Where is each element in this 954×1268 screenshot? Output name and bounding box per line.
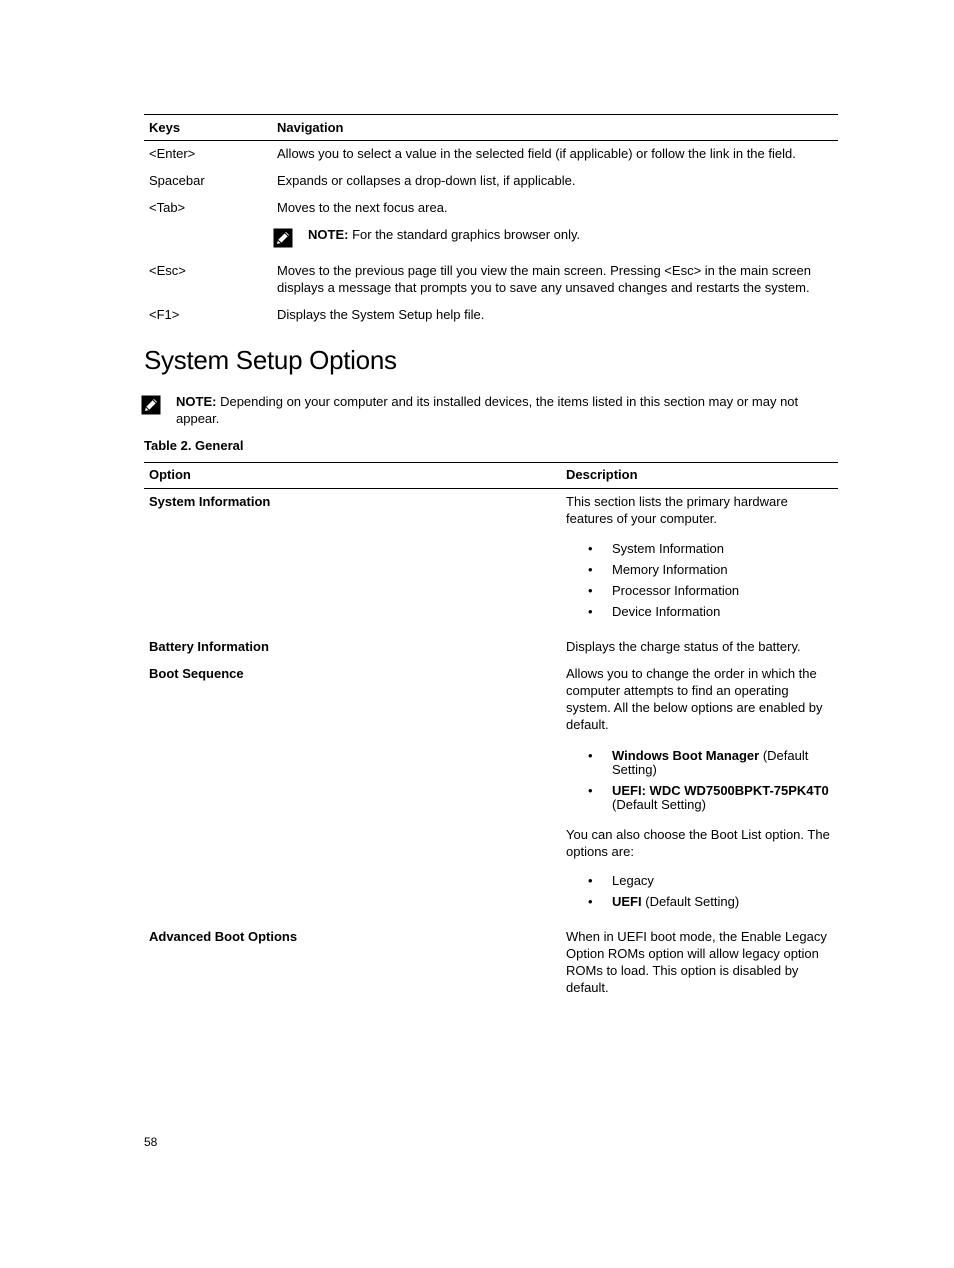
table2-header-rule [144, 488, 838, 489]
option-battery-information: Battery Information [149, 639, 269, 654]
key-spacebar: Spacebar [149, 173, 205, 188]
tab-note-label: NOTE: [308, 227, 349, 242]
key-f1: <F1> [149, 307, 180, 322]
bullet-icon: • [588, 894, 593, 909]
nav-tab: Moves to the next focus area. [277, 200, 448, 215]
tab-note [308, 226, 580, 243]
desc2-boot-sequence: You can also choose the Boot List option. The options are: [566, 827, 830, 859]
option-advanced-boot-options: Advanced Boot Options [149, 929, 298, 944]
bullet-icon: • [588, 748, 593, 763]
table2-top-rule [144, 462, 838, 463]
desc-system-information: This section lists the primary hardware features of your computer. [566, 494, 788, 526]
pencil-note-icon [141, 395, 161, 415]
option-header: Option [149, 467, 191, 482]
bullet-icon: • [588, 783, 593, 798]
keys-table-top-rule [144, 114, 838, 115]
bullet-icon: • [588, 562, 593, 577]
table2-caption: Table 2. General [144, 438, 244, 453]
tab-note-text: For the standard graphics browser only. [352, 227, 581, 242]
desc-advanced-boot-options: When in UEFI boot mode, the Enable Legacy Option ROMs option will allow legacy option ROMs to load. This option is disabled by default. [566, 929, 827, 995]
bullet-icon: • [588, 583, 593, 598]
navigation-header: Navigation [277, 120, 344, 135]
key-enter: <Enter> [149, 146, 196, 161]
bullet-icon: • [588, 541, 593, 556]
option-system-information: System Information [149, 494, 271, 509]
section-title: System Setup Options [144, 345, 397, 375]
page-number: 58 [144, 1135, 158, 1149]
nav-esc: Moves to the previous page till you view the main screen. Pressing <Esc> in the main screen displays a message that prompts you to save any unsaved changes and restarts the system. [277, 263, 811, 295]
nav-f1: Displays the System Setup help file. [277, 307, 485, 322]
bullet-icon: • [588, 604, 593, 619]
description-header: Description [566, 467, 638, 482]
desc-battery-information: Displays the charge status of the battery. [566, 639, 801, 654]
nav-enter: Allows you to select a value in the selected field (if applicable) or follow the link in the field. [277, 146, 796, 161]
key-esc: <Esc> [149, 263, 186, 278]
section-note-text: Depending on your computer and its installed devices, the items listed in this section may or may not appear. [176, 394, 799, 426]
keys-table-header-rule [144, 140, 838, 141]
section-note [176, 393, 816, 427]
pencil-note-icon [273, 228, 293, 248]
nav-spacebar: Expands or collapses a drop-down list, if applicable. [277, 173, 576, 188]
key-tab: <Tab> [149, 200, 186, 215]
option-boot-sequence: Boot Sequence [149, 666, 244, 681]
keys-header: Keys [149, 120, 181, 135]
section-note-label: NOTE: [176, 394, 217, 409]
bullet-icon: • [588, 873, 593, 888]
desc-boot-sequence: Allows you to change the order in which the computer attempts to find an operating system. All the below options are enabled by default. [566, 666, 823, 732]
